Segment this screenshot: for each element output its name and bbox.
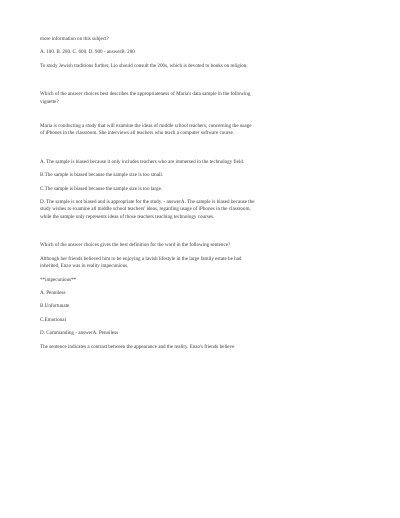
continuation-line: more information on this subject? — [40, 36, 109, 42]
question-2-vignette: Maria is conducting a study that will examine the ideas of middle school teachers, concerning the usage of iPhones in the classroom. She interviews all teachers who teach a computer software course. — [40, 123, 252, 137]
question-3-option-c: C.Emotional — [40, 316, 66, 323]
question-3-keyword: **impecunious** — [40, 276, 77, 283]
question-2-option-a: A. The sample is biased because it only includes teachers who are immersed in the technology field. — [40, 158, 245, 165]
question-2-option-c: C.The sample is biased because the sample size is too large. — [40, 185, 163, 192]
question-3-option-d: D. Commanding - answerA. Penniless — [40, 330, 119, 337]
question-2-option-d: D. The sample is not biased and is appropriate for the study. - answerA. The sample is biased because the study wishes to examine all middle school teachers' ideas, regarding usage of iPhones in the classroom, while the sample only represents ideas of those teachers teaching technology courses. — [40, 199, 255, 220]
question-2-option-b: B.The sample is biased because the sample size is too small. — [40, 172, 164, 179]
question-1-explanation: To study Jewish traditions further, Lio should consult the 200s, which is devoted to books on religion. — [40, 62, 248, 69]
question-3-option-a: A. Penniless — [40, 289, 66, 296]
question-1-answer: A. 100. B. 200. C. 600. D. 900 - answerB. 200 — [40, 49, 135, 56]
question-3-explanation: The sentence indicates a contrast between the appearance and the reality. Enzo's friends believe — [40, 343, 235, 350]
question-3-sentence: Although her friends believed him to be enjoying a lavish lifestyle in the large family estate he had inherited, Enzo was in reality impecunious. — [40, 255, 242, 270]
question-3-text: Which of the answer choices gives the best definition for the word in the following sentence? — [40, 242, 231, 249]
document-body — [40, 36, 255, 351]
question-2-text: Which of the answer choices best describes the appropriateness of Maria's data sample in the following vignette? — [40, 91, 251, 105]
question-3-option-b: B.Unfortunate — [40, 303, 70, 310]
